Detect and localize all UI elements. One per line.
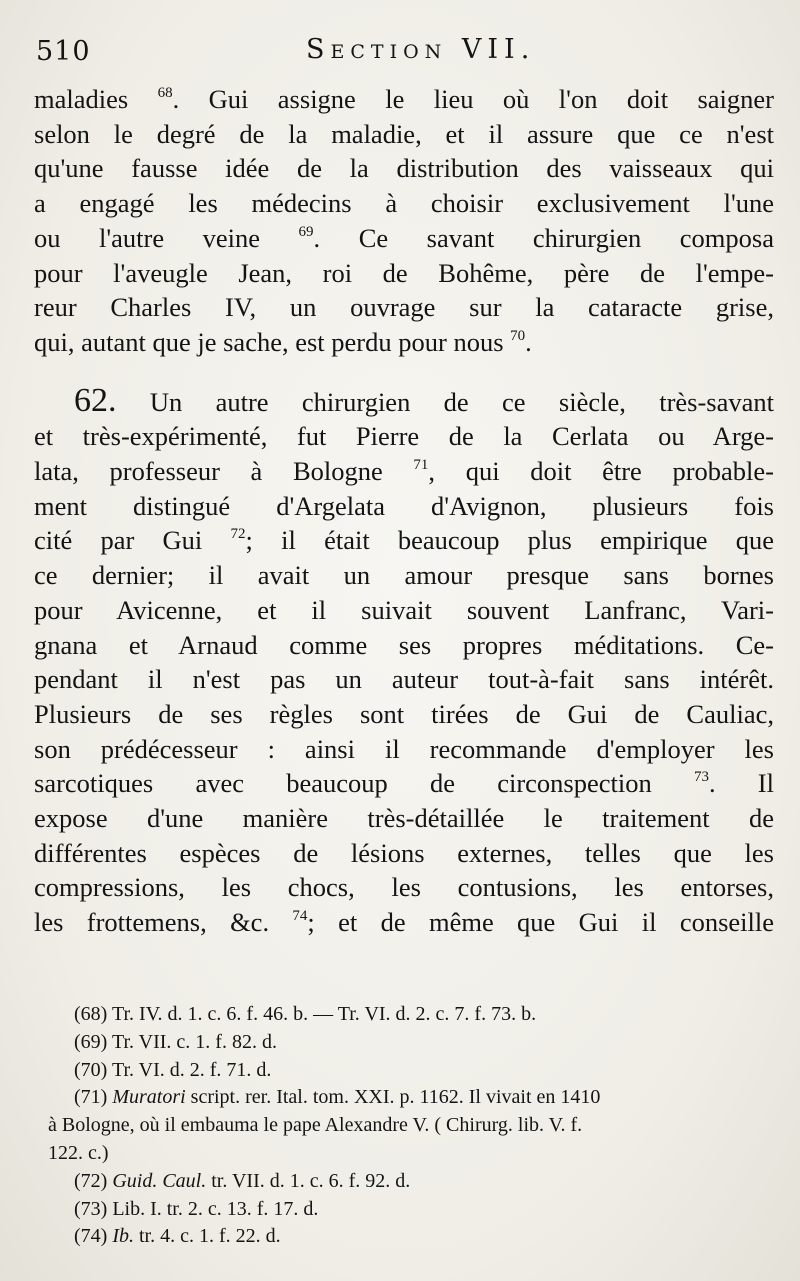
text-line: et très-expérimenté, fut Pierre de la Cerlata ou Arge-	[34, 421, 774, 452]
footnote-ref[interactable]: 70	[510, 327, 526, 344]
footnote-ref[interactable]: 69	[298, 223, 314, 240]
footnotes	[48, 1001, 778, 1251]
text-line: qui, autant que je sache, est perdu pour nous $^{70}$.	[34, 326, 532, 357]
paragraph-gap	[34, 360, 774, 384]
footnote-ref[interactable]: 72	[230, 526, 246, 543]
page-header	[36, 30, 776, 70]
footnote-73: (73) Lib. I. tr. 2. c. 13. f. 17. d.	[74, 1197, 319, 1220]
text-line: lata, professeur à Bologne $^{71}$, qui doit être probable-	[34, 456, 774, 487]
footnote-ref[interactable]: 73	[693, 769, 709, 786]
footnote-74: (74) Ib. tr. 4. c. 1. f. 22. d.	[74, 1225, 281, 1248]
text-line: compressions, les chocs, les contusions, les entorses,	[34, 872, 774, 903]
text-line: reur Charles IV, un ouvrage sur la cataracte grise,	[34, 292, 774, 323]
footnote-69: (69) Tr. VII. c. 1. f. 82. d.	[74, 1030, 277, 1053]
text-line: expose d'une manière très-détaillée le traitement de	[34, 803, 774, 834]
text-line: pour Avicenne, et il suivait souvent Lanfranc, Vari-	[34, 594, 774, 625]
text-line: sarcotiques avec beaucoup de circonspection $^{73}$. Il	[34, 768, 774, 799]
text-line: qu'une fausse idée de la distribution des vaisseaux qui	[34, 153, 774, 184]
text-line: ou l'autre veine $^{69}$. Ce savant chirurgien composa	[34, 222, 774, 253]
page-number: 510	[36, 36, 91, 67]
text-line: 62. Un autre chirurgien de ce siècle, très-savant	[74, 381, 774, 419]
text-line: ce dernier; il avait un amour presque sans bornes	[34, 560, 774, 591]
footnote-71-cont: à Bologne, où il embauma le pape Alexandre V. ( Chirurg. lib. V. f.	[48, 1114, 583, 1137]
text-line: a engagé les médecins à choisir exclusivement l'une	[34, 188, 774, 219]
footnote-70: (70) Tr. VI. d. 2. f. 71. d.	[74, 1058, 272, 1081]
running-head: Section VII.	[306, 34, 536, 65]
footnote-71: (71) Muratori script. rer. Ital. tom. XXI. p. 1162. Il vivait en 1410	[74, 1086, 601, 1109]
text-line: les frottemens, &c. $^{74}$; et de même que Gui il conseille	[34, 907, 774, 938]
footnote-71-cont: 122. c.)	[48, 1141, 109, 1164]
text-line: ment distingué d'Argelata d'Avignon, plusieurs fois	[34, 490, 774, 521]
text-line: différentes espèces de lésions externes, telles que les	[34, 837, 774, 868]
text-line: pour l'aveugle Jean, roi de Bohême, père de l'empe-	[34, 257, 774, 288]
text-line: maladies $^{68}$. Gui assigne le lieu où l'on doit saigner	[34, 84, 775, 114]
text-line: gnana et Arnaud comme ses propres méditations. Ce-	[34, 629, 774, 660]
footnote-72: (72) Guid. Caul. tr. VII. d. 1. c. 6. f. 92. d.	[74, 1169, 411, 1192]
body-text	[34, 82, 774, 940]
text-line: Plusieurs de ses règles sont tirées de Gui de Cauliac,	[34, 698, 774, 729]
footnote-ref[interactable]: 71	[413, 457, 429, 474]
footnote-ref[interactable]: 68	[157, 85, 173, 101]
text-line: cité par Gui $^{72}$; il était beaucoup plus empirique que	[34, 525, 775, 556]
text-line: selon le degré de la maladie, et il assure que ce n'est	[34, 118, 774, 149]
footnote-ref[interactable]: 74	[292, 908, 308, 925]
text-line: son prédécesseur : ainsi il recommande d'employer les	[34, 733, 774, 764]
text-line: pendant il n'est pas un auteur tout-à-fait sans intérêt.	[34, 664, 774, 695]
footnote-68: (68) Tr. IV. d. 1. c. 6. f. 46. b. — Tr. VI. d. 2. c. 7. f. 73. b.	[74, 1003, 537, 1025]
paragraph-number: 62.	[74, 381, 117, 419]
